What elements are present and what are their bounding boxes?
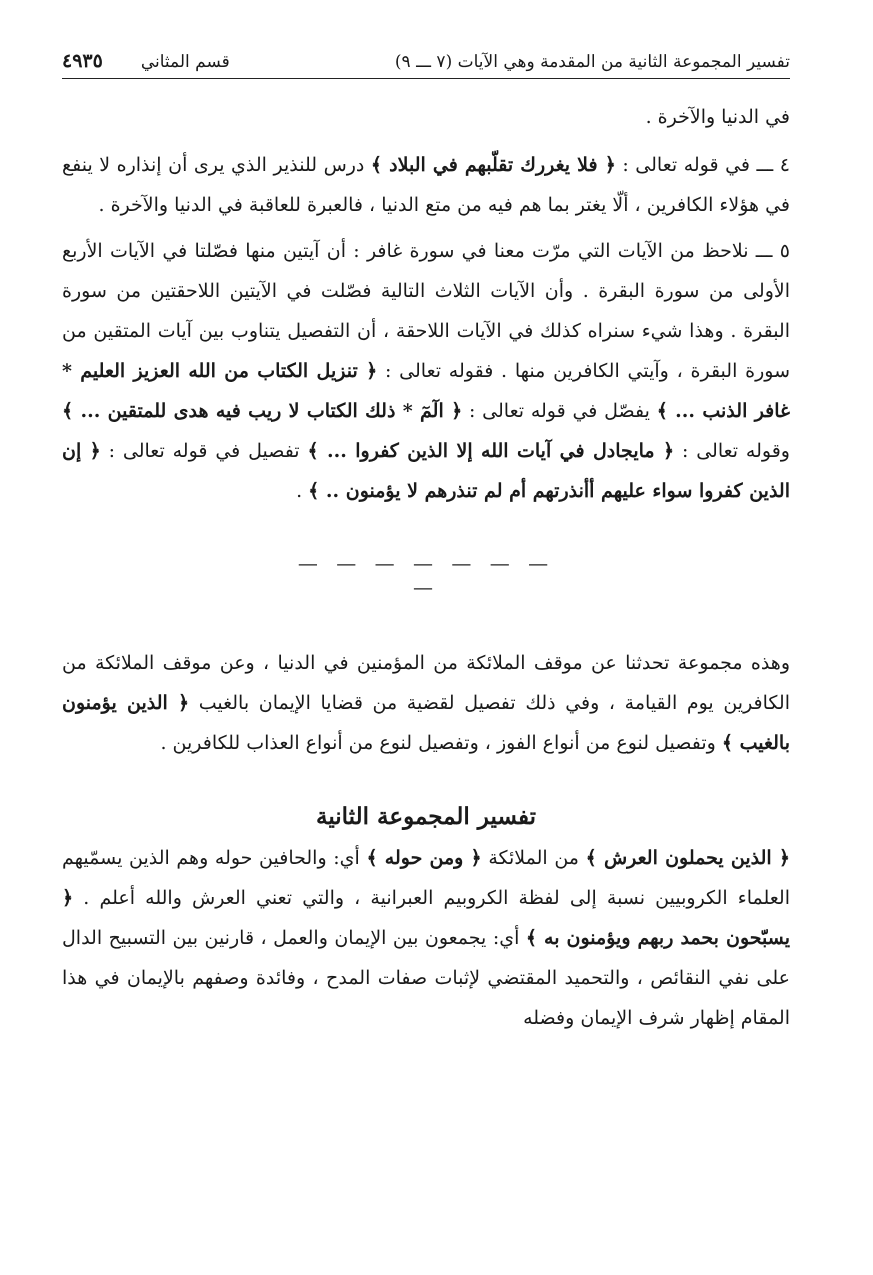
quran-quote: ﴿ الذين يحملون العرش ﴾ xyxy=(585,847,790,869)
page-number: ٤٩٣٥ xyxy=(62,50,103,72)
section-title: تفسير المجموعة الثانية xyxy=(316,803,536,830)
page-header xyxy=(62,50,790,79)
section-divider: — — — — — — — — xyxy=(297,551,555,599)
quran-quote: ﴿ تنزيل الكتاب من الله العزيز العليم * غافر الذنب ... ﴾ xyxy=(62,360,790,422)
quran-quote: ﴿ فلا يغررك تقلّبهم في البلاد ﴾ xyxy=(370,154,616,176)
page xyxy=(62,50,790,1038)
quran-quote: ﴿ ومن حوله ﴾ xyxy=(366,847,482,869)
quran-quote: ﴿ الٓمٓ * ذلك الكتاب لا ريب فيه هدى للمتقين ... ﴾ xyxy=(62,400,463,422)
paragraph: ٤ ـــ في قوله تعالى : ﴿ فلا يغررك تقلّبهم في البلاد ﴾ درس للنذير الذي يرى أن إنذاره لا ينفع في هؤلاء الكافرين ، ألّا يغتر بما هم فيه من متع الدنيا ، فالعبرة للعاقبة في الدنيا والآخرة . xyxy=(62,154,790,216)
quran-quote: ﴿ يسبّحون بحمد ربهم ويؤمنون به ﴾ xyxy=(62,887,790,949)
paragraph: ﴿ الذين يحملون العرش ﴾ من الملائكة ﴿ ومن حوله ﴾ أي: والحافين حوله وهم الذين يسمّيهم العلماء الكروبيين نسبة إلى لفظة الكروبيم العبرانية ، والتي تعني العرش والله أعلم . ﴿ يسبّحون بحمد ربهم ويؤمنون به ﴾ أي: يجمعون بين الإيمان والعمل ، قارنين بين التسبيح الدال على نفي النقائص ، والتحميد المقتضي لإثبات صفات المدح ، وفائدة وصفهم بالإيمان في هذا المقام إظهار شرف الإيمان وفضله xyxy=(62,847,790,1029)
section-label: قسم المثاني xyxy=(140,52,230,72)
quran-quote: ﴿ الذين يؤمنون بالغيب ﴾ xyxy=(62,692,790,754)
header-left xyxy=(62,50,230,72)
paragraph: في الدنيا والآخرة . xyxy=(645,106,790,128)
running-title: تفسير المجموعة الثانية من المقدمة وهي الآيات (٧ ـــ ٩) xyxy=(394,52,790,72)
paragraph: وهذه مجموعة تحدثنا عن موقف الملائكة من المؤمنين في الدنيا ، وعن موقف الملائكة من الكافرين يوم القيامة ، وفي ذلك تفصيل لقضية من قضايا الإيمان بالغيب ﴿ الذين يؤمنون بالغيب ﴾ وتفصيل لنوع من أنواع الفوز ، وتفصيل لنوع من أنواع العذاب للكافرين . xyxy=(62,652,790,754)
quran-quote: ﴿ إن الذين كفروا سواء عليهم أأنذرتهم أم لم تنذرهم لا يؤمنون .. ﴾ xyxy=(62,440,790,502)
paragraph: ٥ ـــ نلاحظ من الآيات التي مرّت معنا في سورة غافر : أن آيتين منها فصّلتا في الآيات الأربع الأولى من سورة البقرة . وأن الآيات الثلاث التالية فصّلت في الآيتين اللاحقتين من سورة البقرة . وهذا شيء سنراه كذلك في الآيات اللاحقة ، أن التفصيل يتناوب بين آيات المتقين من سورة البقرة ، وآيتي الكافرين منها . فقوله تعالى : ﴿ تنزيل الكتاب من الله العزيز العليم * غافر الذنب ... ﴾ يفصّل في قوله تعالى : ﴿ الٓمٓ * ذلك الكتاب لا ريب فيه هدى للمتقين ... ﴾ وقوله تعالى : ﴿ مايجادل في آيات الله إلا الذين كفروا ... ﴾ تفصيل في قوله تعالى : ﴿ إن الذين كفروا سواء عليهم أأنذرتهم أم لم تنذرهم لا يؤمنون .. ﴾ . xyxy=(62,240,790,502)
quran-quote: ﴿ مايجادل في آيات الله إلا الذين كفروا ... ﴾ xyxy=(307,440,675,462)
